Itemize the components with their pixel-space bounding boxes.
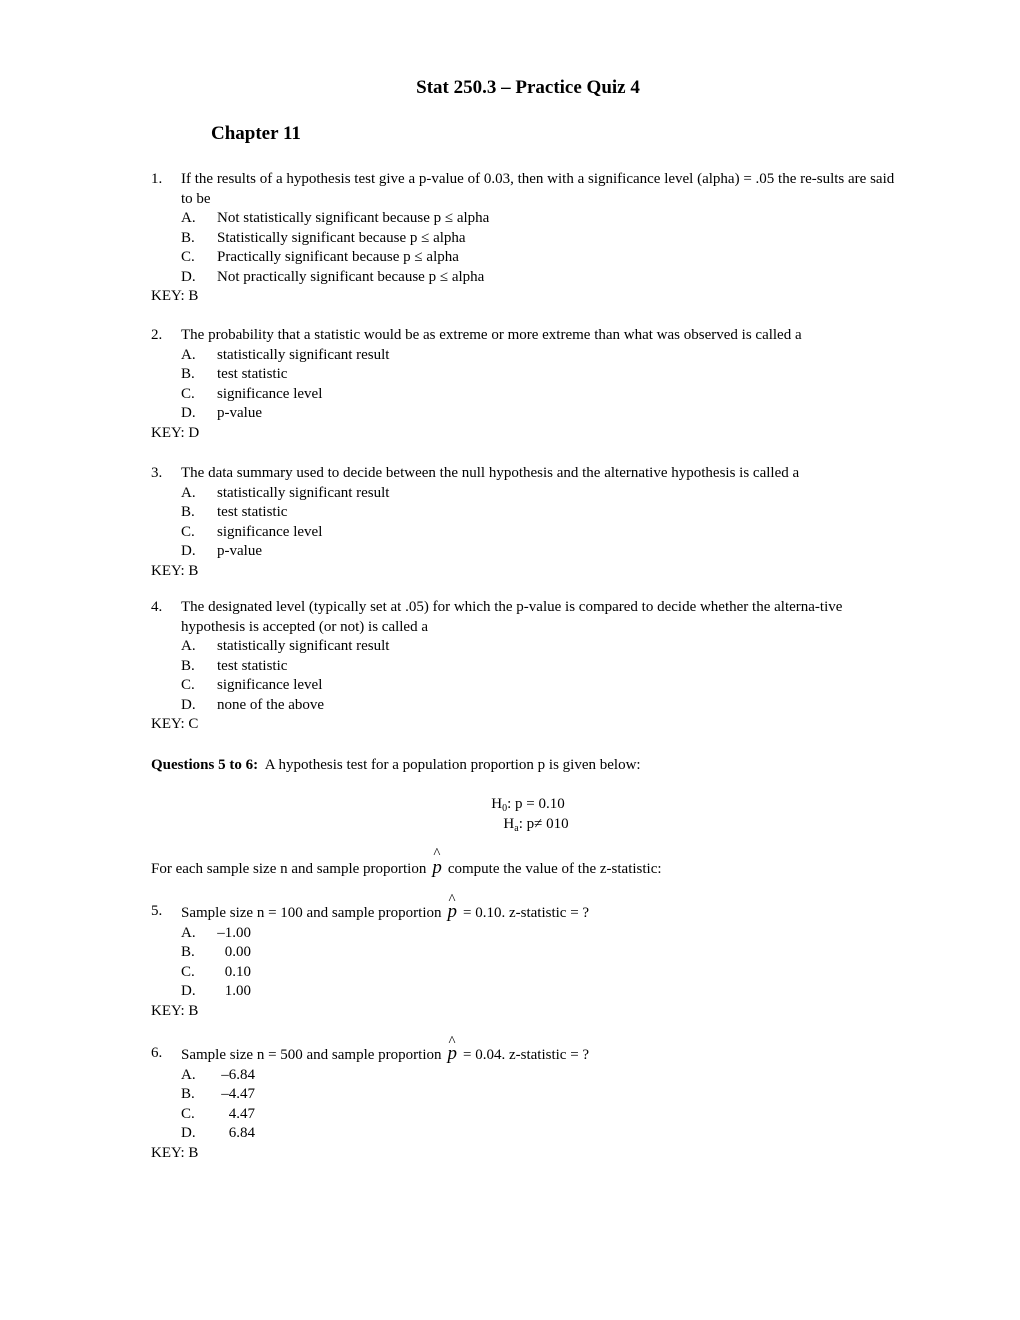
p-hat-symbol: ^ p xyxy=(448,902,458,922)
instruction-text: For each sample size n and sample proportion^ p compute the value of the z-statistic: xyxy=(151,857,662,879)
option-d: D. none of the above xyxy=(181,696,325,713)
option-a: A. statistically significant result xyxy=(181,346,390,363)
question-2 xyxy=(151,326,896,443)
option-a: A. –6.84 xyxy=(181,1066,255,1083)
option-c: C. 0.10 xyxy=(181,963,251,980)
question-number: 1. xyxy=(151,171,163,187)
option-b: B. test statistic xyxy=(181,504,288,520)
question-3 xyxy=(151,464,896,581)
question-number: 3. xyxy=(151,465,163,481)
section-intro-label: Questions 5 to 6: xyxy=(151,757,259,773)
question-1 xyxy=(151,170,896,307)
question-6: 6. Sample size n = 500 and sample proportion^ p = 0.04. z-statistic = ? A. –6.84 B. –4.47 C. 4.47 D. 6.84 KEY: B xyxy=(151,1044,896,1163)
question-5: 5. Sample size n = 100 and sample proportion^ p = 0.10. z-statistic = ? A. –1.00 B. 0.00 C. 0.10 D. 1.00 KEY: B xyxy=(151,902,896,1021)
question-number: 4. xyxy=(151,599,163,615)
question-4 xyxy=(151,598,896,735)
answer-key: KEY: B xyxy=(151,1002,199,1019)
alternative-hypothesis: $H_a$: p≠ 010 xyxy=(503,816,569,834)
option-d: D. Not practically significant because p ≤ alpha xyxy=(181,268,485,285)
null-hypothesis: $H_0$: p = 0.10 xyxy=(491,796,565,814)
option-d: D. p-value xyxy=(181,405,262,421)
p-hat-symbol: ^ p xyxy=(448,1044,458,1064)
question-number: 5. xyxy=(151,903,163,919)
option-b: B. 0.00 xyxy=(181,944,251,960)
option-a: A. statistically significant result xyxy=(181,484,390,501)
answer-key: KEY: D xyxy=(151,424,200,441)
option-c: C. Practically significant because p ≤ alpha xyxy=(181,249,459,265)
option-d: D. 1.00 xyxy=(181,983,251,999)
question-text: The probability that a statistic would be as extreme or more extreme than what was observed is called a xyxy=(181,327,802,343)
section-intro-text: A hypothesis test for a population proportion p is given below: xyxy=(264,757,641,773)
option-c: C. significance level xyxy=(181,385,323,402)
option-c: C. 4.47 xyxy=(181,1105,255,1122)
chapter-heading: Chapter 11 xyxy=(211,123,301,144)
option-b: B. test statistic xyxy=(181,366,288,382)
option-c: C. significance level xyxy=(181,523,323,540)
option-d: D. p-value xyxy=(181,543,262,559)
answer-key: KEY: B xyxy=(151,288,199,304)
option-b: B. –4.47 xyxy=(181,1086,255,1102)
section-intro xyxy=(151,757,641,774)
question-text: The data summary used to decide between the null hypothesis and the alternative hypothesis is called a xyxy=(181,465,800,481)
option-a: A. statistically significant result xyxy=(181,638,390,654)
answer-key: KEY: B xyxy=(151,1144,199,1161)
page-title: Stat 250.3 – Practice Quiz 4 xyxy=(416,77,640,98)
option-b: B. Statistically significant because p ≤ alpha xyxy=(181,229,466,246)
option-c: C. significance level xyxy=(181,677,323,693)
option-a: A. Not statistically significant because p ≤ alpha xyxy=(181,210,490,226)
option-a: A. –1.00 xyxy=(181,924,251,941)
p-hat-symbol: ^ p xyxy=(432,857,442,879)
option-d: D. 6.84 xyxy=(181,1125,255,1141)
question-text: If the results of a hypothesis test give a p-value of 0.03, then with a significance level (alpha) = .05 the re-sults are said to be xyxy=(181,171,895,207)
question-number: 6. xyxy=(151,1045,163,1061)
option-b: B. test statistic xyxy=(181,657,288,674)
answer-key: KEY: B xyxy=(151,562,199,579)
answer-key: KEY: C xyxy=(151,716,199,732)
question-number: 2. xyxy=(151,327,163,343)
question-text: The designated level (typically set at .05) for which the p-value is compared to decide whether the alterna-tive hypothesis is accepted (or not) is called a xyxy=(181,599,843,635)
